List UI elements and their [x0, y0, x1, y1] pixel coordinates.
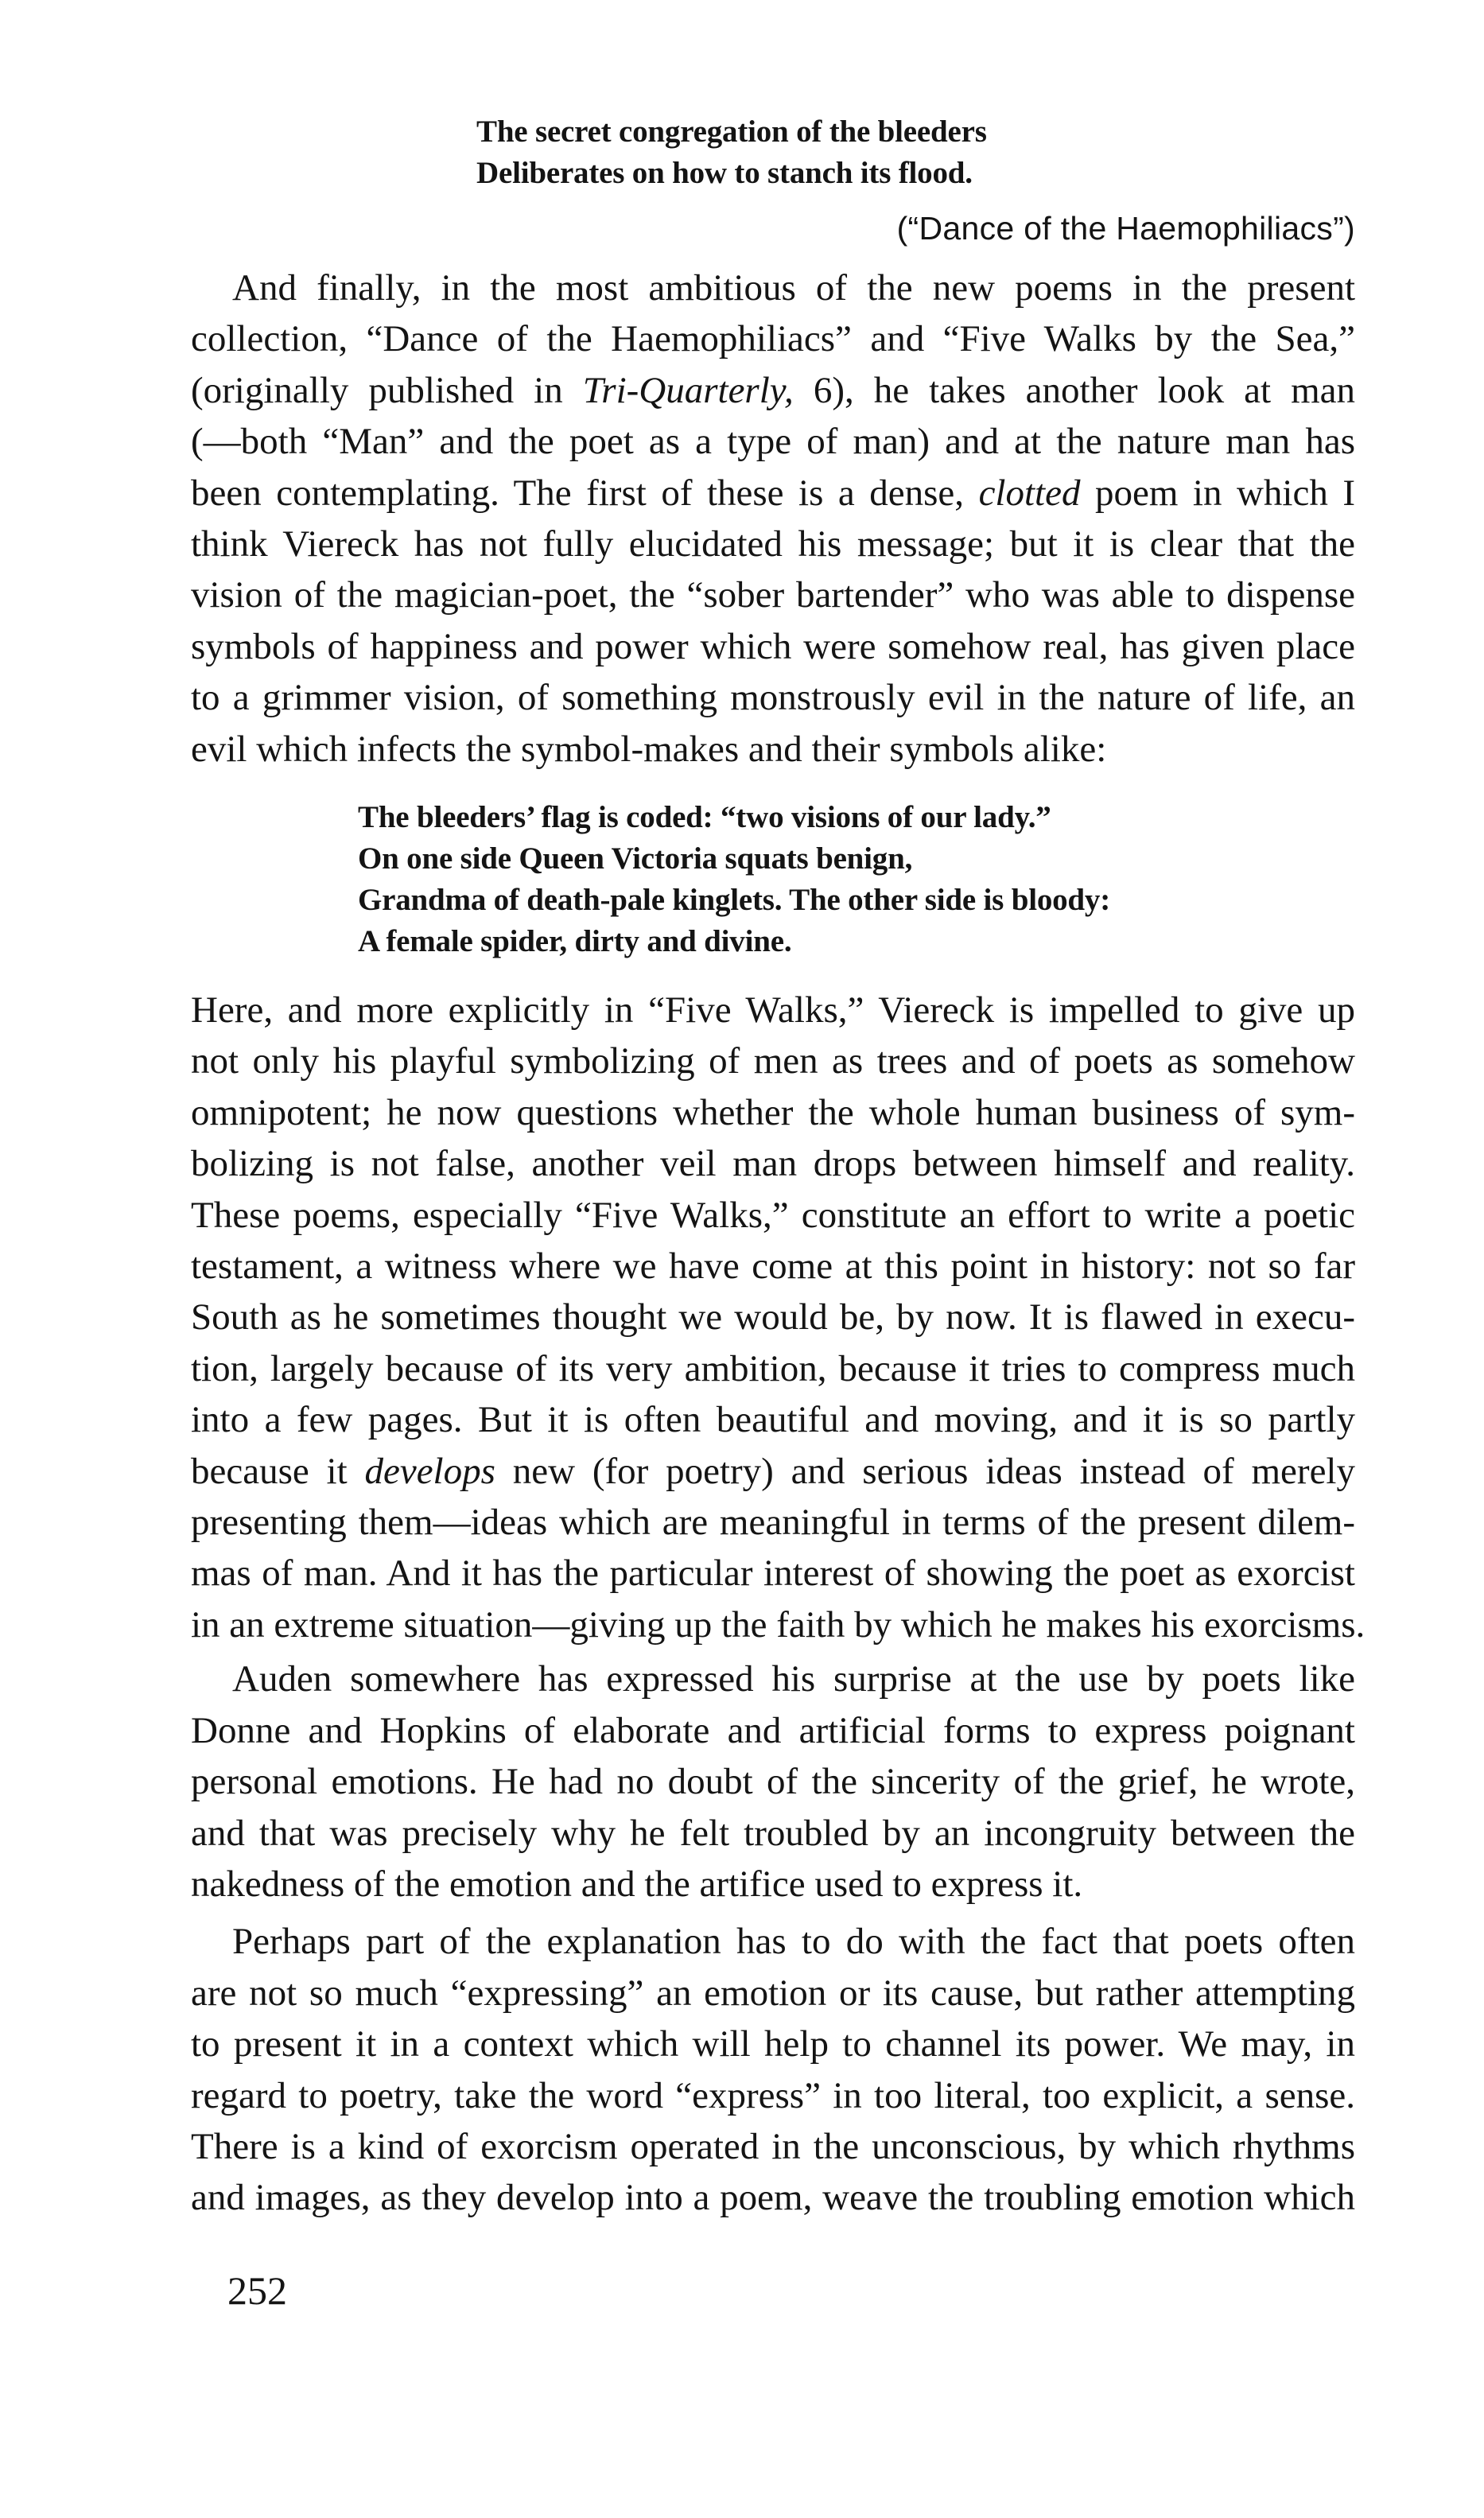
paragraph-4 [191, 1916, 1355, 2223]
text-line: Here, and more explicitly in “Five Walks,” Viereck is impelled to give up [191, 989, 1355, 1031]
text-line: in an extreme situation—giving up the faith by which he makes his exorcisms. [191, 1603, 1366, 1646]
page-number: 252 [227, 2268, 287, 2313]
text-line: These poems, especially “Five Walks,” constitute an effort to write a poetic [191, 1194, 1355, 1236]
text-line: (originally published in Tri-Quarterly, 6), he takes another look at man [191, 369, 1355, 411]
text-line: and images, as they develop into a poem, weave the troubling emotion which [191, 2177, 1355, 2219]
quote-line: Grandma of death-pale kinglets. The other side is bloody: [358, 883, 1111, 917]
text-line: been contemplating. The first of these is a dense, clotted poem in which I [191, 472, 1355, 514]
text-line: symbols of happiness and power which were somehow real, has given place [191, 625, 1355, 667]
text-line: and that was precisely why he felt troubled by an incongruity between the [191, 1812, 1355, 1854]
text-line: nakedness of the emotion and the artifice used to express it. [191, 1863, 1083, 1905]
quote-line: The bleeders’ flag is coded: “two visions of our lady.” [358, 800, 1051, 834]
text-line: omnipotent; he now questions whether the whole human business of sym- [191, 1091, 1355, 1133]
text-line: because it develops new (for poetry) and serious ideas instead of merely [191, 1450, 1355, 1492]
paragraph-2 [191, 985, 1366, 1650]
epigraph-line: Deliberates on how to stanch its flood. [476, 156, 973, 190]
text-line: regard to poetry, take the word “express” in too literal, too explicit, a sense. [191, 2074, 1355, 2116]
paragraph-1 [191, 262, 1355, 775]
quote-line: A female spider, dirty and divine. [358, 924, 792, 958]
text-line: Auden somewhere has expressed his surprise at the use by poets like [232, 1658, 1355, 1700]
body-text [191, 262, 1355, 775]
epigraph [476, 111, 987, 194]
text-line: collection, “Dance of the Haemophiliacs” and “Five Walks by the Sea,” [191, 318, 1355, 360]
text-line: Perhaps part of the explanation has to do with the fact that poets often [232, 1921, 1355, 1963]
italic-text: clotted [978, 472, 1081, 514]
text-line: (—both “Man” and the poet as a type of man) and at the nature man has [191, 421, 1355, 463]
text-line: South as he sometimes thought we would be, by now. It is flawed in execu- [191, 1296, 1355, 1339]
text-line: mas of man. And it has the particular interest of showing the poet as exorcist [191, 1552, 1355, 1595]
text-line: presenting them—ideas which are meaningful in terms of the present dilem- [191, 1502, 1355, 1544]
block-quote [358, 797, 1110, 962]
text-line: into a few pages. But it is often beautiful and moving, and it is so partly [191, 1399, 1355, 1441]
text-line: tion, largely because of its very ambition, because it tries to compress much [191, 1347, 1355, 1389]
text-line: vision of the magician-poet, the “sober bartender” who was able to dispense [191, 574, 1355, 616]
text-line: evil which infects the symbol-makes and their symbols alike: [191, 728, 1107, 770]
italic-text: Tri-Quarterly, [582, 369, 794, 411]
epigraph-line: The secret congregation of the bleeders [476, 115, 987, 149]
text-line: Donne and Hopkins of elaborate and artificial forms to express poignant [191, 1709, 1355, 1751]
text-line: And finally, in the most ambitious of the new poems in the present [232, 267, 1355, 309]
text-line: bolizing is not false, another veil man drops between himself and reality. [191, 1143, 1355, 1185]
text-line: to present it in a context which will help to channel its power. We may, in [191, 2023, 1355, 2065]
paragraph-3 [191, 1653, 1355, 1910]
quote-line: On one side Queen Victoria squats benign, [358, 841, 913, 876]
text-line: not only his playful symbolizing of men as trees and of poets as somehow [191, 1040, 1355, 1082]
body-text-continued [191, 985, 1366, 2224]
italic-text: develops [364, 1450, 495, 1492]
text-line: think Viereck has not fully elucidated his message; but it is clear that the [191, 523, 1355, 565]
text-line: testament, a witness where we have come at this point in history: not so far [191, 1245, 1355, 1288]
text-line: to a grimmer vision, of something monstrously evil in the nature of life, an [191, 677, 1355, 719]
text-line: personal emotions. He had no doubt of the sincerity of the grief, he wrote, [191, 1761, 1355, 1803]
text-line: There is a kind of exorcism operated in the unconscious, by which rhythms [191, 2125, 1355, 2167]
epigraph-attribution: (“Dance of the Haemophiliacs”) [896, 210, 1355, 247]
text-line: are not so much “expressing” an emotion or its cause, but rather attempting [191, 1972, 1355, 2014]
